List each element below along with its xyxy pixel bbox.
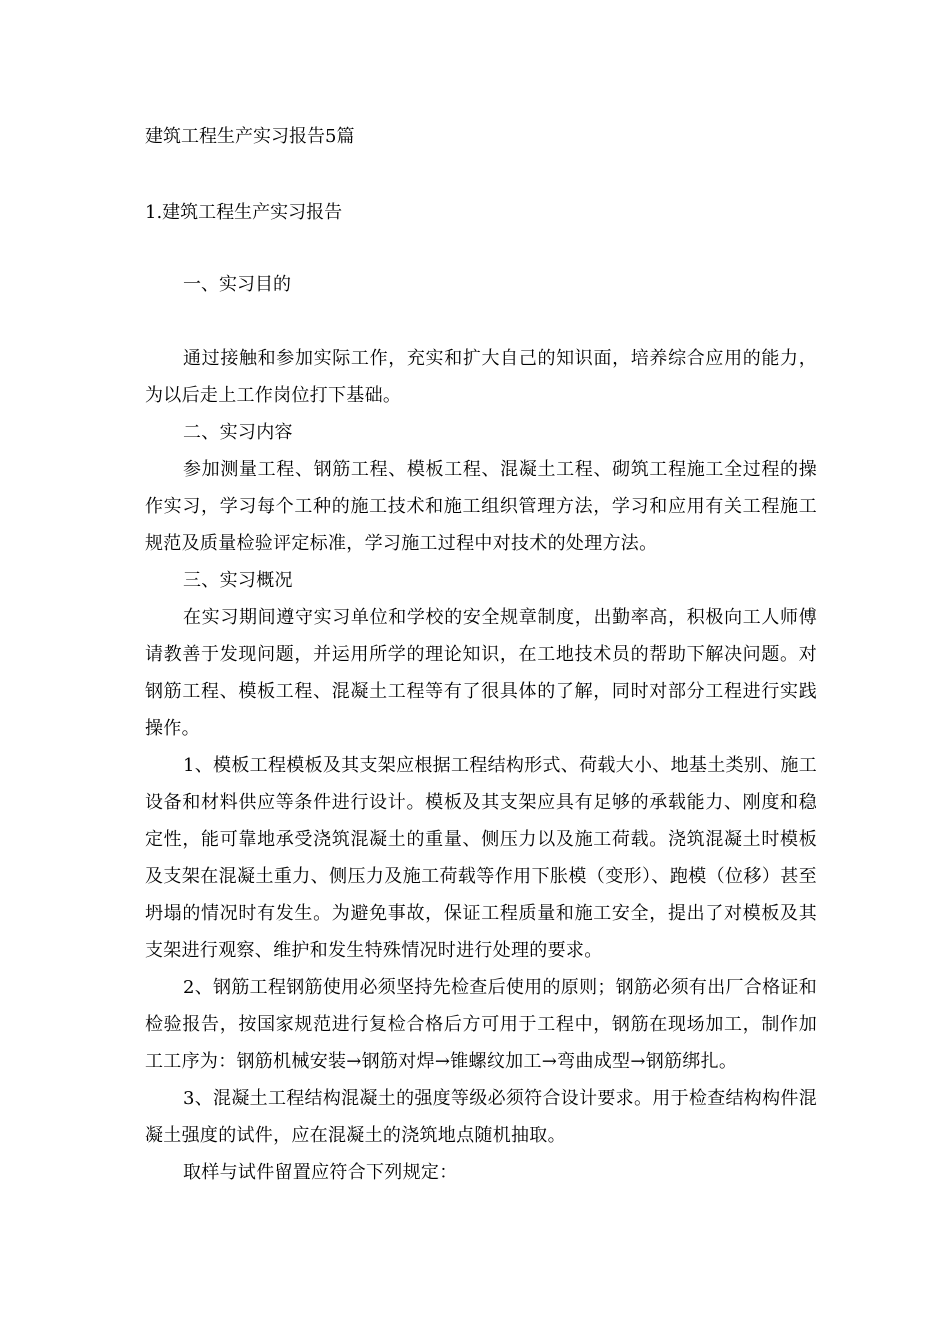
section-title: 1.建筑工程生产实习报告 (145, 202, 343, 223)
heading-purpose: 一、实习目的 (183, 274, 291, 295)
heading-content: 二、实习内容 (183, 422, 293, 443)
document-body (145, 340, 817, 1191)
paragraph-purpose: 通过接触和参加实际工作，充实和扩大自己的知识面，培养综合应用的能力，为以后走上工作岗位打下基础。 (145, 348, 817, 406)
paragraph-concrete: 3、混凝土工程结构混凝土的强度等级必须符合设计要求。用于检查结构构件混凝土强度的试件，应在混凝土的浇筑地点随机抽取。 (145, 1088, 817, 1146)
paragraph-overview: 在实习期间遵守实习单位和学校的安全规章制度，出勤率高，积极向工人师傅请教善于发现问题，并运用所学的理论知识，在工地技术员的帮助下解决问题。对钢筋工程、模板工程、混凝土工程等有了很具体的了解，同时对部分工程进行实践操作。 (145, 607, 817, 739)
document-title: 建筑工程生产实习报告5篇 (145, 126, 355, 147)
heading-overview: 三、实习概况 (183, 570, 293, 591)
paragraph-sampling: 取样与试件留置应符合下列规定： (183, 1162, 458, 1183)
paragraph-formwork: 1、模板工程模板及其支架应根据工程结构形式、荷载大小、地基土类别、施工设备和材料供应等条件进行设计。模板及其支架应具有足够的承载能力、刚度和稳定性，能可靠地承受浇筑混凝土的重量、侧压力以及施工荷载。浇筑混凝土时模板及支架在混凝土重力、侧压力及施工荷载等作用下胀模（变形）、跑模（位移）甚至坍塌的情况时有发生。为避免事故，保证工程质量和施工安全，提出了对模板及其支架进行观察、维护和发生特殊情况时进行处理的要求。 (145, 755, 817, 961)
paragraph-rebar: 2、钢筋工程钢筋使用必须坚持先检查后使用的原则；钢筋必须有出厂合格证和检验报告，按国家规范进行复检合格后方可用于工程中，钢筋在现场加工，制作加工工序为：钢筋机械安装→钢筋对焊→锥螺纹加工→弯曲成型→钢筋绑扎。 (145, 977, 817, 1072)
paragraph-content: 参加测量工程、钢筋工程、模板工程、混凝土工程、砌筑工程施工全过程的操作实习，学习每个工种的施工技术和施工组织管理方法，学习和应用有关工程施工规范及质量检验评定标准，学习施工过程中对技术的处理方法。 (145, 459, 817, 554)
